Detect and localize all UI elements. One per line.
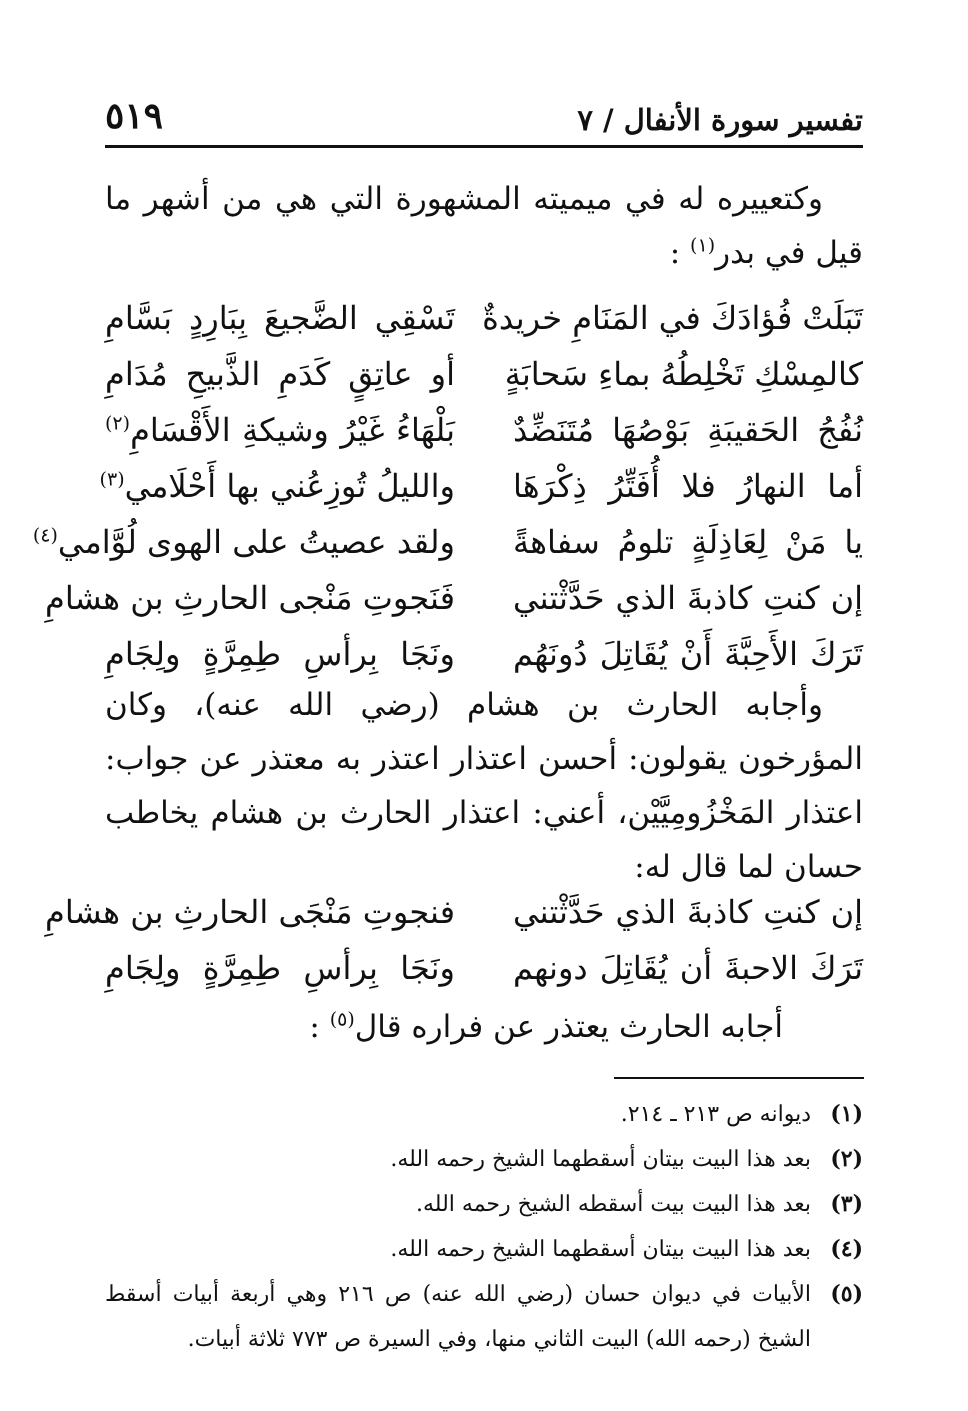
- first-hemistich: أما النهارُ فلا أُفَتِّرُ ذِكْرَهَا: [513, 467, 863, 505]
- second-hemistich-text: ونَجَا بِرأسِ طِمِرَّةٍ ولِجَامِ: [105, 635, 455, 673]
- first-hemistich: كالمِسْكِ تَخْلِطُهُ بماءِ سَحابَةٍ: [504, 355, 863, 393]
- second-hemistich: [32, 523, 455, 561]
- second-hemistich: [99, 467, 455, 505]
- poem-1: [32, 290, 863, 682]
- closing-colon: :: [309, 1009, 320, 1045]
- second-hemistich-text: والليلُ تُوزِعُني بها أَحْلَامي: [124, 467, 455, 505]
- footnote-number: (٢): [830, 1146, 863, 1172]
- poem-2-verse: [45, 884, 863, 940]
- footnote: [105, 1227, 863, 1272]
- running-title: تفسير سورة الأنفال / ٧: [577, 103, 863, 137]
- second-hemistich-text: تَسْقِي الضَّجيعَ بِبَارِدٍ بَسَّامِ: [105, 299, 455, 337]
- poem-2: [45, 884, 863, 996]
- first-hemistich: نُفُجُ الحَقيبَةِ بَوْصُهَا مُتَنَضِّدٌ: [513, 411, 863, 449]
- footnote-text: بعد هذا البيت بيتان أسقطهما الشيخ رحمه الله.: [390, 1237, 811, 1262]
- reply-paragraph: [105, 678, 863, 894]
- closing-text: أجابه الحارث يعتذر عن فراره قال: [354, 1009, 783, 1045]
- footnote-ref-1: (١): [690, 234, 716, 257]
- intro-text: وكتعييره له في ميميته المشهورة التي هي من أشهر ما قيل في بدر: [105, 181, 863, 271]
- footnote-number: (١): [830, 1101, 863, 1127]
- second-hemistich: فنجوتِ مَنْجَى الحارثِ بن هشامِ: [45, 893, 455, 931]
- footnotes: [105, 1092, 863, 1362]
- second-hemistich: [105, 355, 455, 393]
- poem-1-verse: [99, 458, 863, 514]
- reply-text: وأجابه الحارث بن هشام (رضي الله عنه)، وكان المؤرخون يقولون: أحسن اعتذار اعتذر به معتذر عن جواب: اعتذار المَخْزُومِيَّيْن، أعني: اعتذار الحارث بن هشام يخاطب حسان لما قال له:: [105, 687, 863, 885]
- second-hemistich-text: ولقد عصيتُ على الهوى لُوَّامي: [57, 523, 455, 561]
- first-hemistich: يا مَنْ لِعَاذِلَةٍ تلومُ سفاهةً: [513, 523, 863, 561]
- poem-1-verse: [32, 514, 863, 570]
- intro-paragraph: [105, 172, 863, 280]
- poem-1-verse: [105, 402, 863, 458]
- closing-paragraph: [105, 1000, 863, 1054]
- footnote-number: (٥): [830, 1281, 863, 1307]
- footnote-number: (٤): [830, 1236, 863, 1262]
- second-hemistich-text: أو عاتِقٍ كَدَمِ الذَّبيحِ مُدَامِ: [105, 355, 455, 393]
- verse-footnote-ref: (٣): [99, 468, 125, 491]
- second-hemistich: [105, 299, 455, 337]
- page-header: [105, 90, 863, 148]
- footnote-ref-5: (٥): [329, 1008, 355, 1031]
- second-hemistich-text: فَنَجوتِ مَنْجى الحارثِ بن هشامِ: [45, 579, 455, 617]
- footnote-text: الأبيات في ديوان حسان (رضي الله عنه) ص ٢١٦ وهي أربعة أبيات أسقط الشيخ (رحمه الله) البيت الثاني منها، وفي السيرة ص ٧٧٣ ثلاثة أبيات.: [105, 1282, 811, 1352]
- second-hemistich: [45, 579, 455, 617]
- verse-footnote-ref: (٤): [32, 524, 58, 547]
- second-hemistich: [105, 635, 455, 673]
- footnote: [105, 1272, 863, 1362]
- poem-2-verse: [105, 940, 863, 996]
- footnote-text: بعد هذا البيت بيتان أسقطهما الشيخ رحمه الله.: [390, 1147, 811, 1172]
- verse-footnote-ref: (٢): [105, 412, 131, 435]
- first-hemistich: تَرَكَ الاحبةَ أن يُقَاتِلَ دونهم: [513, 949, 863, 987]
- poem-1-verse: [45, 570, 863, 626]
- second-hemistich: [105, 411, 455, 449]
- poem-1-verse: [105, 626, 863, 682]
- page-number: ٥١٩: [105, 95, 164, 137]
- footnote: [105, 1182, 863, 1227]
- first-hemistich: إن كنتِ كاذبةَ الذي حَدَّثْتني: [513, 579, 863, 617]
- footnote: [105, 1092, 863, 1137]
- poem-1-verse: [105, 346, 863, 402]
- footnote-text: بعد هذا البيت بيت أسقطه الشيخ رحمه الله.: [416, 1192, 811, 1217]
- first-hemistich: تَرَكَ الأَحِبَّةَ أَنْ يُقَاتِلَ دُونَهُم: [513, 635, 863, 673]
- footnote-separator: [614, 1077, 864, 1079]
- footnote-text: ديوانه ص ٢١٣ ـ ٢١٤.: [620, 1102, 811, 1127]
- second-hemistich-text: بَلْهَاءُ غَيْرُ وشيكةِ الأَقْسَامِ: [130, 411, 455, 449]
- first-hemistich: تَبَلَتْ فُؤادَكَ في المَنَامِ خريدةٌ: [482, 299, 863, 337]
- intro-colon: :: [669, 235, 681, 271]
- second-hemistich: ونَجَا بِرأسِ طِمِرَّةٍ ولِجَامِ: [105, 949, 455, 987]
- poem-1-verse: [105, 290, 863, 346]
- first-hemistich: إن كنتِ كاذبةَ الذي حَدَّثْتني: [513, 893, 863, 931]
- footnote-number: (٣): [830, 1191, 863, 1217]
- footnote: [105, 1137, 863, 1182]
